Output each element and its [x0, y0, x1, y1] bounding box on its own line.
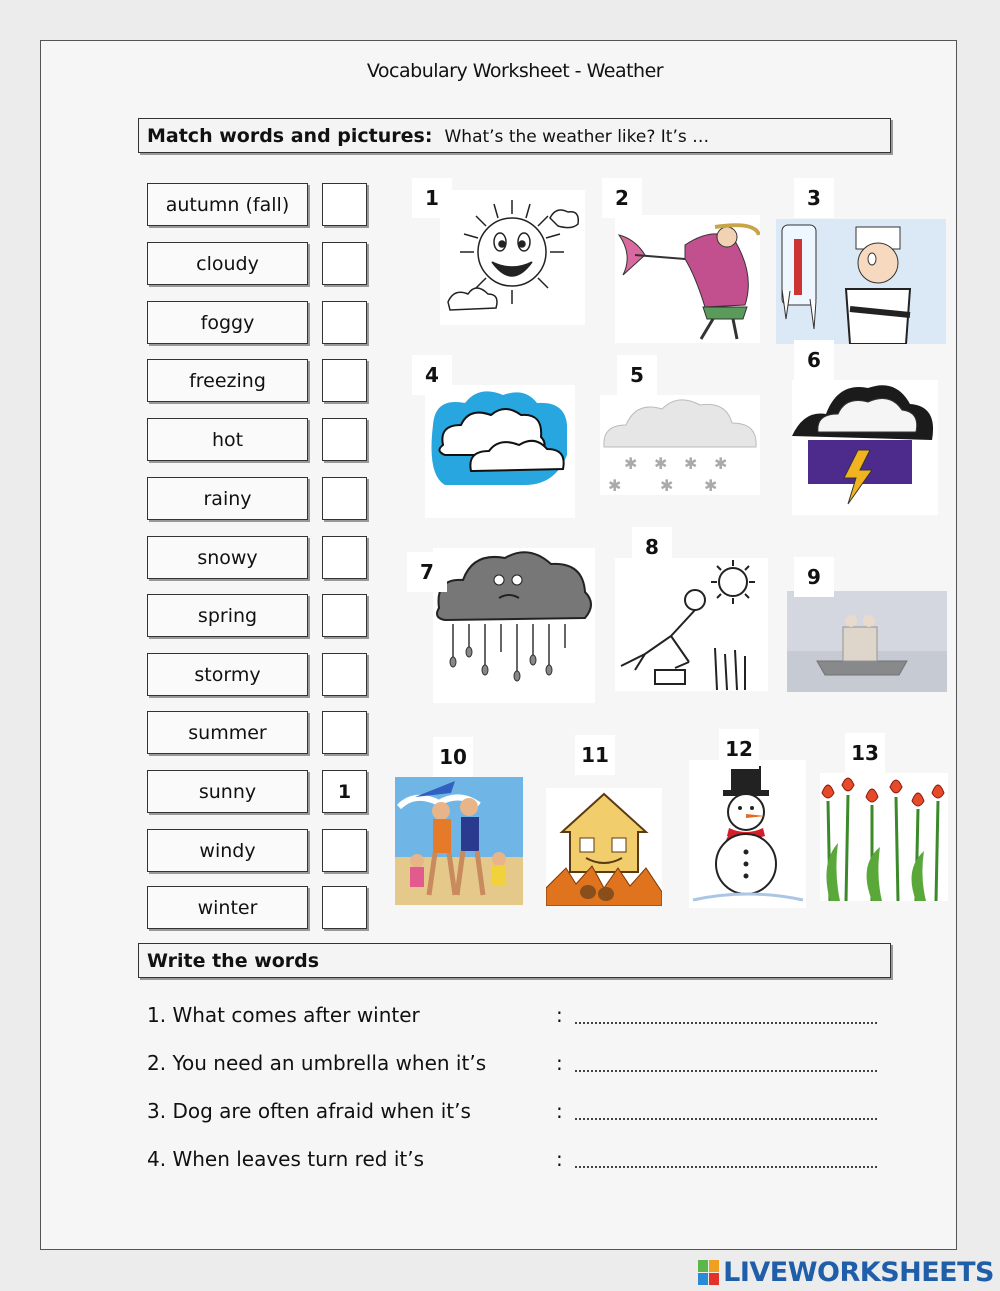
- picture-number: 4: [412, 355, 452, 395]
- answer-box[interactable]: 1: [322, 770, 367, 813]
- answer-box[interactable]: [322, 418, 367, 461]
- answer-box[interactable]: [322, 242, 367, 285]
- answer-box[interactable]: [322, 594, 367, 637]
- answer-line[interactable]: [575, 1166, 877, 1168]
- storm-cloud-lightning-icon: [792, 380, 938, 515]
- question-colon: :: [556, 1051, 563, 1075]
- summer-beach-family-icon: [395, 777, 523, 905]
- word-box: snowy: [147, 536, 308, 579]
- svg-text:✱: ✱: [608, 476, 622, 495]
- question-text: 1. What comes after winter: [147, 1003, 420, 1027]
- write-heading: Write the words: [147, 950, 320, 972]
- word-box: foggy: [147, 301, 308, 344]
- answer-box[interactable]: [322, 536, 367, 579]
- word-box: hot: [147, 418, 308, 461]
- smiling-sun-icon: [440, 190, 585, 325]
- answer-box[interactable]: [322, 183, 367, 226]
- write-section-header: [138, 943, 891, 978]
- answer-box[interactable]: [322, 301, 367, 344]
- autumn-house-leaves-icon: [546, 788, 662, 906]
- picture-number: 8: [632, 527, 672, 567]
- word-box: rainy: [147, 477, 308, 520]
- answer-box[interactable]: [322, 829, 367, 872]
- freezing-man-thermometer-icon: [776, 219, 946, 344]
- match-heading: Match words and pictures:: [147, 125, 433, 147]
- word-box: cloudy: [147, 242, 308, 285]
- answer-line[interactable]: [575, 1022, 877, 1024]
- question-colon: :: [556, 1003, 563, 1027]
- svg-text:✱: ✱: [684, 454, 698, 473]
- snowman-icon: [689, 760, 806, 908]
- question-text: 4. When leaves turn red it’s: [147, 1147, 425, 1171]
- liveworksheets-logo: [698, 1257, 994, 1288]
- answer-box[interactable]: [322, 653, 367, 696]
- snow-cloud-icon: [600, 395, 760, 495]
- word-box: winter: [147, 886, 308, 929]
- match-prompt: What’s the weather like? It’s …: [444, 127, 710, 147]
- liveworksheets-icon: [698, 1260, 720, 1286]
- answer-box[interactable]: [322, 477, 367, 520]
- answer-line[interactable]: [575, 1070, 877, 1072]
- picture-number: 1: [412, 178, 452, 218]
- picture-number: 10: [433, 737, 473, 777]
- picture-number: 13: [845, 733, 885, 773]
- word-box: autumn (fall): [147, 183, 308, 226]
- svg-text:✱: ✱: [660, 476, 674, 495]
- picture-number: 9: [794, 557, 834, 597]
- match-section-header: [138, 118, 891, 153]
- answer-line[interactable]: [575, 1118, 877, 1120]
- picture-number: 5: [617, 355, 657, 395]
- answer-box[interactable]: [322, 886, 367, 929]
- picture-number: 7: [407, 552, 447, 592]
- picture-number: 11: [575, 735, 615, 775]
- picture-number: 2: [602, 178, 642, 218]
- svg-text:✱: ✱: [704, 476, 718, 495]
- brand-text: LIVEWORKSHEETS: [723, 1257, 994, 1288]
- foggy-boat-icon: [787, 591, 947, 692]
- question-colon: :: [556, 1147, 563, 1171]
- answer-box[interactable]: [322, 711, 367, 754]
- word-box: sunny: [147, 770, 308, 813]
- word-box: freezing: [147, 359, 308, 402]
- question-text: 2. You need an umbrella when it’s: [147, 1051, 487, 1075]
- worksheet-title: Vocabulary Worksheet - Weather: [366, 60, 664, 82]
- question-text: 3. Dog are often afraid when it’s: [147, 1099, 471, 1123]
- question-colon: :: [556, 1099, 563, 1123]
- windy-woman-umbrella-icon: [615, 215, 760, 343]
- rain-cloud-icon: [433, 548, 595, 703]
- clouds-icon: [425, 385, 575, 518]
- answer-box[interactable]: [322, 359, 367, 402]
- picture-number: 3: [794, 178, 834, 218]
- word-box: stormy: [147, 653, 308, 696]
- word-box: summer: [147, 711, 308, 754]
- word-box: spring: [147, 594, 308, 637]
- svg-text:✱: ✱: [654, 454, 668, 473]
- word-box: windy: [147, 829, 308, 872]
- hot-man-sun-icon: [615, 558, 768, 691]
- svg-text:✱: ✱: [624, 454, 638, 473]
- picture-number: 12: [719, 729, 759, 769]
- spring-tulips-icon: [820, 773, 948, 901]
- svg-text:✱: ✱: [714, 454, 728, 473]
- picture-number: 6: [794, 340, 834, 380]
